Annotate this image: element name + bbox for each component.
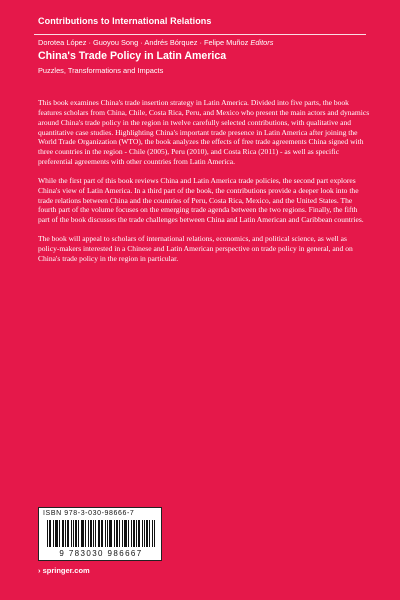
arrow-icon: › (38, 566, 41, 575)
publisher-website (38, 566, 90, 575)
series-title: Contributions to International Relations (38, 16, 212, 26)
book-title: China's Trade Policy in Latin America (38, 50, 227, 62)
header-divider (34, 34, 366, 35)
barcode (38, 517, 162, 561)
blurb-paragraph-1: This book examines China's trade insertion strategy in Latin America. Divided into five parts, the book features scholars from China, Chile, Costa Rica, Peru, and Mexico who present the main actors and dynamics around China's trade policy in the region in twelve carefully selected contributions, with qualitative and quantitative case studies. Highlighting China's important trade presence in Latin America after joining the World Trade Organization (WTO), the book analyzes the effects of free trade agreements China signed with three countries in the region - Chile (2005), Peru (2010), and Costa Rica (2011) - as well as specific preferential agreements with other countries from Latin America. (38, 98, 370, 167)
blurb-paragraph-3: The book will appeal to scholars of international relations, economics, and political science, as well as policy-makers interested in a Chinese and Latin American perspective on trade policy in general, and on China's trade policy in the region in particular. (38, 234, 353, 263)
website-url: springer.com (42, 566, 90, 575)
back-cover-blurb (38, 98, 370, 273)
barcode-digits: 9 783030 986667 (59, 549, 143, 558)
isbn-label: ISBN 978-3-030-98666-7 (38, 507, 162, 518)
editors-line (38, 38, 273, 47)
book-subtitle: Puzzles, Transformations and Impacts (38, 66, 164, 75)
editor-names: Dorotea López · Guoyou Song · Andrés Bórquez · Felipe Muñoz (38, 38, 249, 47)
barcode-bars (47, 520, 155, 550)
editors-label: Editors (248, 38, 274, 47)
blurb-paragraph-2: While the first part of this book reviews China and Latin America trade policies, the second part explores China's view of Latin America. In a third part of the book, the contributions provide a deeper look into the trade relations between China and the countries of Peru, Costa Rica, Mexico, and the United States. The fourth part of the volume focuses on the emerging trade agenda between the two regions. Finally, the fifth part of the book discusses the trade challenges between China and Latin American and Caribbean countries. (38, 175, 364, 225)
